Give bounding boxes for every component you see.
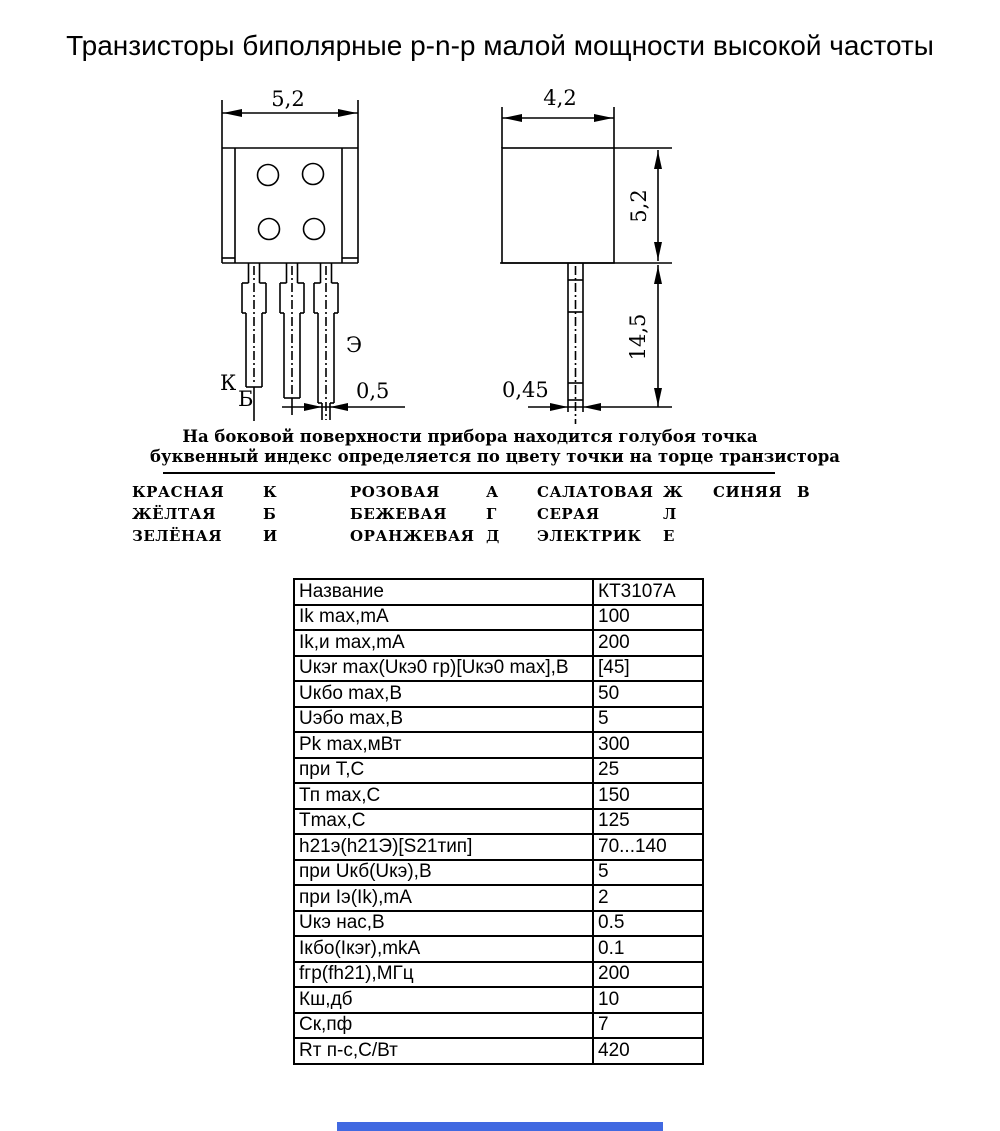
table-row	[294, 1038, 703, 1064]
value-cell: 420	[593, 1038, 703, 1064]
param-cell: Тп max,С	[294, 783, 593, 809]
note-line-2: буквенный индекс определяется по цвету точки на торце транзистора	[150, 447, 841, 466]
param-cell: Pk max,мВт	[294, 732, 593, 758]
color-dot-note	[150, 427, 841, 467]
param-cell: Tmax,С	[294, 809, 593, 835]
param-cell: при Т,С	[294, 758, 593, 784]
side-lead-thickness-dim-label: 0,45	[502, 378, 549, 402]
base-lead	[280, 263, 304, 415]
table-row	[294, 911, 703, 937]
value-cell: 100	[593, 605, 703, 631]
value-cell: 10	[593, 987, 703, 1013]
param-cell: h21э(h21Э)[S21тип]	[294, 834, 593, 860]
footer-accent-bar	[337, 1122, 663, 1131]
param-cell: Ik max,mA	[294, 605, 593, 631]
param-header-cell: Название	[294, 579, 593, 605]
param-cell: при Iэ(Ik),mA	[294, 885, 593, 911]
color-name-cell: ОРАНЖЕВАЯ	[350, 527, 475, 545]
spec-table-body	[294, 579, 703, 1064]
value-cell: [45]	[593, 656, 703, 682]
front-lead-width-dim-label: 0,5	[356, 379, 390, 403]
color-letter-cell: К	[263, 483, 278, 501]
color-name-cell: СЕРАЯ	[537, 505, 600, 523]
side-height-dim-label: 5,2	[627, 189, 651, 223]
color-name-cell: КРАСНАЯ	[132, 483, 225, 501]
color-name-cell: СИНЯЯ	[713, 483, 783, 501]
color-name-cell: РОЗОВАЯ	[350, 483, 440, 501]
value-header-cell: КТ3107А	[593, 579, 703, 605]
value-cell: 5	[593, 707, 703, 733]
param-cell: fгр(fh21),МГц	[294, 962, 593, 988]
table-row	[294, 605, 703, 631]
value-cell: 50	[593, 681, 703, 707]
color-name-cell	[713, 525, 797, 547]
table-row	[294, 783, 703, 809]
table-row	[294, 707, 703, 733]
color-letter-cell: Ж	[663, 483, 684, 501]
value-cell: 300	[593, 732, 703, 758]
param-cell: Ik,и max,mA	[294, 630, 593, 656]
param-cell: при Uкб(Uкэ),В	[294, 860, 593, 886]
pin-label-emitter: Э	[346, 333, 363, 357]
param-cell: Uкбо max,В	[294, 681, 593, 707]
color-code-table	[132, 481, 857, 547]
color-name-cell: БЕЖЕВАЯ	[350, 505, 447, 523]
color-letter-cell: И	[263, 527, 278, 545]
table-row	[294, 732, 703, 758]
value-cell: 0.5	[593, 911, 703, 937]
pin-label-base: Б	[238, 387, 254, 411]
param-cell: Iкбо(Iкэr),mkA	[294, 936, 593, 962]
table-row	[294, 630, 703, 656]
table-row	[294, 987, 703, 1013]
value-cell: 25	[593, 758, 703, 784]
color-letter-cell: Г	[486, 505, 497, 523]
side-depth-dim-label: 4,2	[543, 86, 577, 110]
table-row	[294, 1013, 703, 1039]
table-row	[294, 809, 703, 835]
color-letter-cell: Е	[663, 527, 675, 545]
param-cell: Rт п-с,С/Вт	[294, 1038, 593, 1064]
value-cell: 0.1	[593, 936, 703, 962]
color-name-cell: ЗЕЛЁНАЯ	[132, 527, 223, 545]
color-name-cell: ЭЛЕКТРИК	[537, 527, 642, 545]
side-view-drawing	[500, 86, 672, 424]
color-letter-cell: А	[486, 483, 499, 501]
table-row	[294, 656, 703, 682]
color-letter-cell: Д	[486, 527, 500, 545]
color-letter-cell: В	[797, 483, 811, 501]
color-letter-cell	[797, 525, 857, 547]
table-row	[294, 758, 703, 784]
param-cell: Uкэ нас,В	[294, 911, 593, 937]
horizontal-rule	[163, 472, 775, 474]
table-row	[294, 834, 703, 860]
package-drawings	[0, 80, 1000, 430]
table-row	[294, 936, 703, 962]
param-cell: Uкэr max(Uкэ0 гр)[Uкэ0 max],В	[294, 656, 593, 682]
color-letter-cell: Л	[663, 505, 677, 523]
color-letter-cell: Б	[263, 505, 277, 523]
table-row	[294, 681, 703, 707]
value-cell: 200	[593, 630, 703, 656]
color-name-cell	[713, 503, 797, 525]
color-letter-cell	[797, 503, 857, 525]
value-cell: 125	[593, 809, 703, 835]
table-row	[294, 962, 703, 988]
value-cell: 5	[593, 860, 703, 886]
param-cell: Uэбо max,В	[294, 707, 593, 733]
value-cell: 70...140	[593, 834, 703, 860]
value-cell: 2	[593, 885, 703, 911]
param-cell: Ск,пф	[294, 1013, 593, 1039]
spec-table	[293, 578, 704, 1065]
table-row	[294, 860, 703, 886]
value-cell: 7	[593, 1013, 703, 1039]
table-row	[294, 885, 703, 911]
front-view-drawing	[220, 87, 405, 421]
emitter-lead	[314, 263, 338, 420]
param-cell: Кш,дб	[294, 987, 593, 1013]
page-title: Транзисторы биполярные p-n-p малой мощности высокой частоты	[66, 30, 934, 61]
color-name-cell: САЛАТОВАЯ	[537, 483, 654, 501]
table-header-row	[294, 579, 703, 605]
side-lead-length-dim-label: 14,5	[626, 313, 650, 361]
pin-label-collector: К	[220, 371, 237, 395]
color-name-cell: ЖЁЛТАЯ	[132, 505, 216, 523]
value-cell: 150	[593, 783, 703, 809]
note-line-1: На боковой поверхности прибора находится голубоя точка	[182, 427, 758, 446]
value-cell: 200	[593, 962, 703, 988]
front-width-dim-label: 5,2	[271, 87, 305, 111]
